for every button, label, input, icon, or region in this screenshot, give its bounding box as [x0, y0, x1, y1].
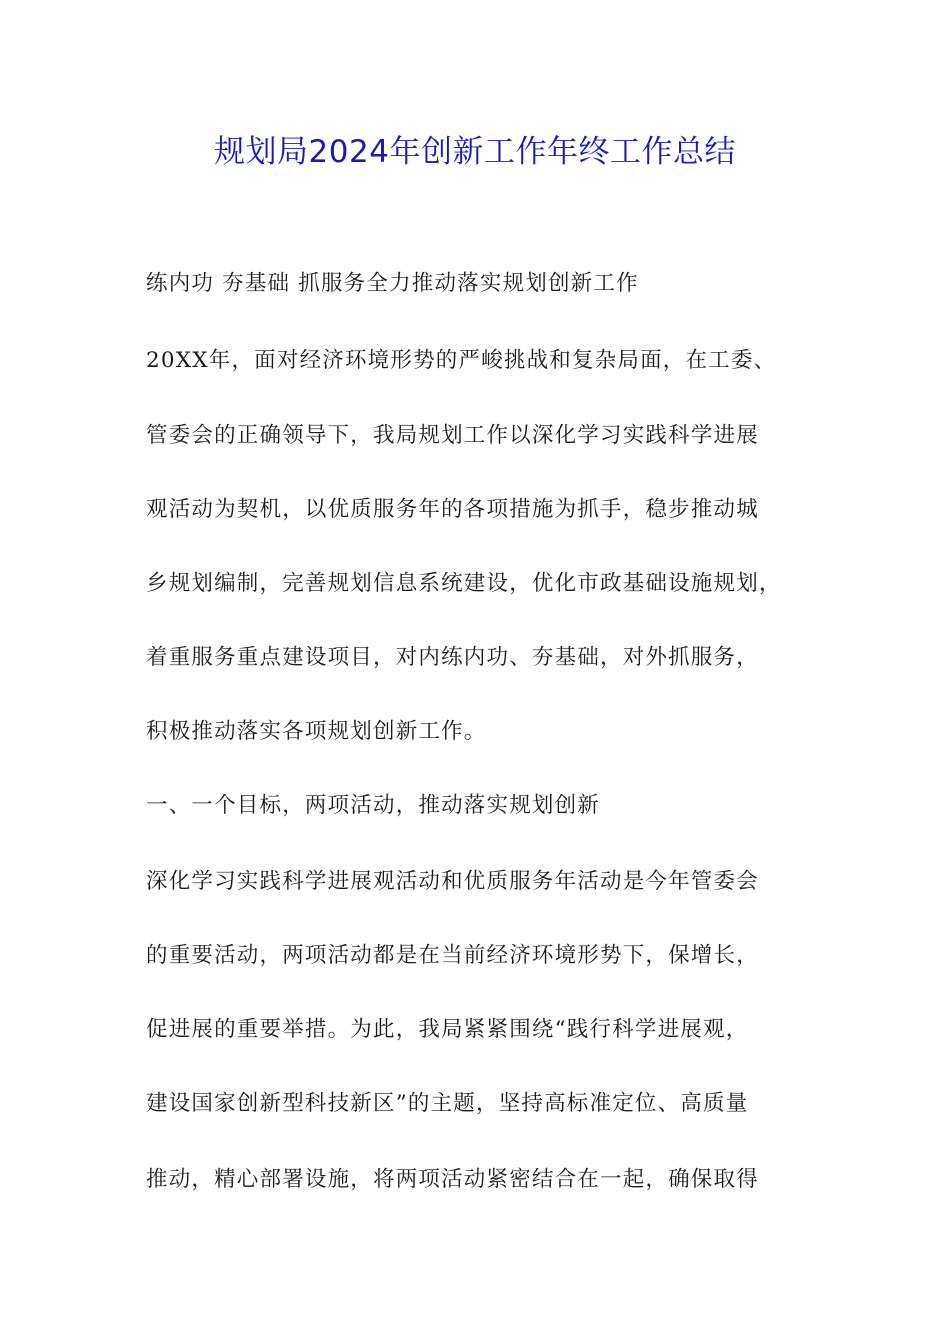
paragraph-line: 建设国家创新型科技新区”的主题，坚持高标准定位、高质量 [146, 1091, 749, 1116]
paragraph-line: 的重要活动，两项活动都是在当前经济环境形势下，保增长， [146, 943, 759, 968]
paragraph-line: 20XX年，面对经济环境形势的严峻挑战和复杂局面，在工委、 [146, 348, 777, 373]
paragraph-line: 深化学习实践科学进展观活动和优质服务年活动是今年管委会 [146, 869, 759, 894]
section-heading: 一、一个目标，两项活动，推动落实规划创新 [146, 793, 601, 818]
document-title: 规划局2024年创新工作年终工作总结 [214, 134, 736, 170]
paragraph-line: 管委会的正确领导下，我局规划工作以深化学习实践科学进展 [146, 423, 759, 448]
paragraph-line: 积极推动落实各项规划创新工作。 [146, 719, 487, 744]
paragraph-line: 观活动为契机，以优质服务年的各项措施为抓手，稳步推动城 [146, 497, 759, 522]
subtitle-line: 练内功 夯基础 抓服务全力推动落实规划创新工作 [146, 271, 639, 296]
paragraph-line: 着重服务重点建设项目，对内练内功、夯基础，对外抓服务， [146, 645, 759, 670]
paragraph-line: 乡规划编制，完善规划信息系统建设，优化市政基础设施规划， [146, 571, 782, 596]
paragraph-line: 促进展的重要举措。为此，我局紧紧围绕“践行科学进展观， [146, 1017, 749, 1042]
paragraph-line: 推动，精心部署设施，将两项活动紧密结合在一起，确保取得 [146, 1167, 759, 1192]
